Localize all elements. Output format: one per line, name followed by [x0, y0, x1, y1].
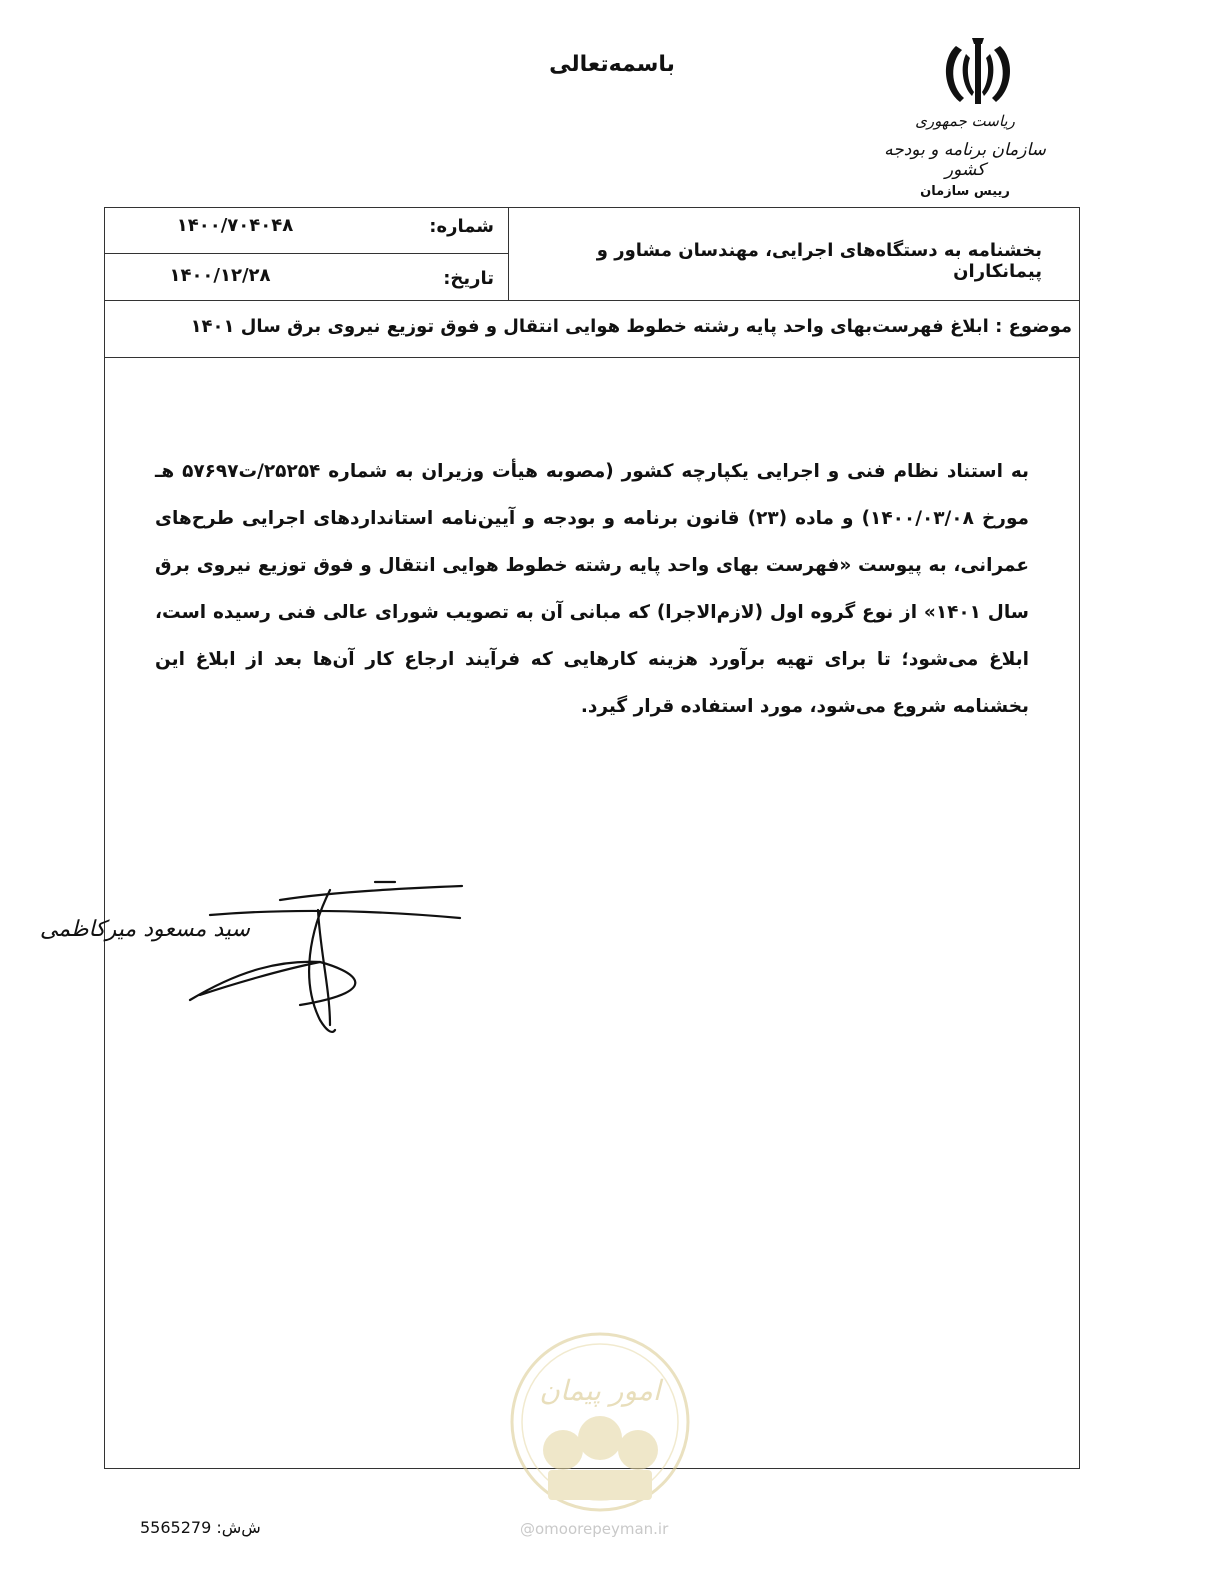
bismillah-heading: باسمه‌تعالی: [549, 52, 675, 77]
org-head-title: رییس سازمان: [920, 184, 1010, 199]
watermark-url: @omoorepeyman.ir: [520, 1520, 669, 1538]
subject-bottom-divider: [104, 357, 1080, 358]
org-presidency-text: ریاست جمهوری: [915, 112, 1015, 130]
footer-code-label: ش‌ش:: [216, 1518, 261, 1537]
footer-reference: [140, 1518, 261, 1537]
letter-frame: [104, 207, 1080, 1469]
subject-top-divider: [104, 300, 1080, 301]
stamp-text: امور پیمان: [539, 1374, 661, 1407]
meta-column-divider: [508, 207, 509, 300]
body-paragraph: به استناد نظام فنی و اجرایی یکپارچه کشور (مصوبه هیأت وزیران به شماره ۲۵۲۵۴/ت۵۷۶۹۷ هـ مورخ ۱۴۰۰/۰۳/۰۸) و ماده (۲۳) قانون برنامه و بودجه و آیین‌نامه استانداردهای اجرایی طرح‌های عمرانی، به پیوست «فهرست بهای واحد پایه رشته خطوط هوایی انتقال و فوق توزیع نیروی برق سال ۱۴۰۱» از نوع گروه اول (لازم‌الاجرا) که مبانی آن به تصویب شورای عالی فنی رسیده است، ابلاغ می‌شود؛ تا برای تهیه برآورد هزینه کارهایی که فرآیند ارجاع کار آن‌ها بعد از ابلاغ این بخشنامه شروع می‌شود، مورد استفاده قرار گیرد.: [155, 461, 1029, 717]
number-value: ۱۴۰۰/۷۰۴۰۴۸: [176, 215, 294, 236]
recipients-text: بخشنامه به دستگاه‌های اجرایی، مهندسان مشاور و پیمانکاران: [596, 240, 1042, 282]
subject-label: موضوع :: [995, 316, 1072, 337]
watermark-stamp: [508, 1330, 692, 1514]
subject-line: [118, 316, 1072, 337]
org-name-text: سازمان برنامه و بودجه کشور: [884, 140, 1046, 180]
subject-text: ابلاغ فهرست‌بهای واحد پایه رشته خطوط هوایی انتقال و فوق توزیع نیروی برق سال ۱۴۰۱: [190, 316, 989, 337]
date-value: ۱۴۰۰/۱۲/۲۸: [169, 265, 271, 286]
signature-mark: [39, 870, 470, 1040]
footer-code-value: 5565279: [140, 1518, 212, 1537]
date-label: تاریخ:: [443, 268, 494, 289]
number-label: شماره:: [429, 216, 494, 237]
meta-row-divider: [104, 253, 508, 254]
iran-emblem-icon: [938, 38, 1018, 110]
signature-name: سید مسعود میرکاظمی: [39, 917, 250, 942]
